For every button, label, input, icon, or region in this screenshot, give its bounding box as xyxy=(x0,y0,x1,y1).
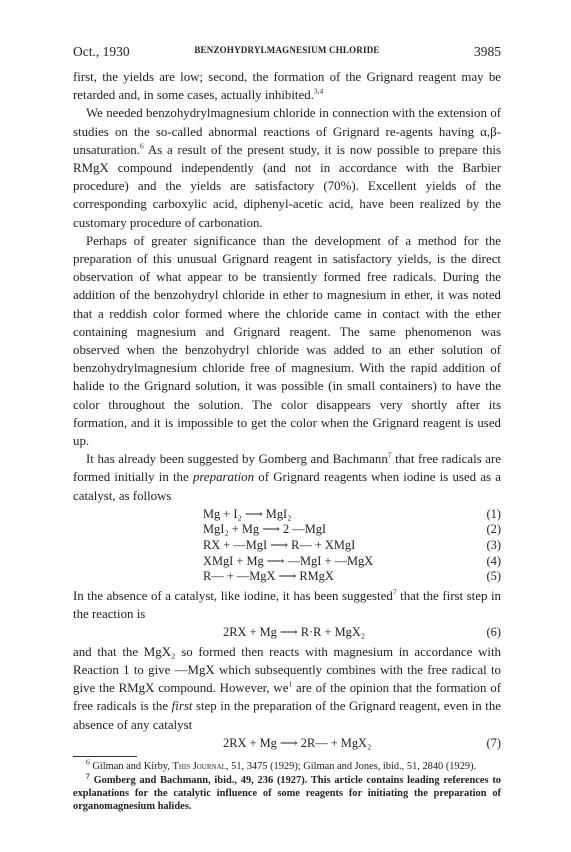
footnote-6: $^6$ Gilman and Kirby, This Journal, 51, 3475 (1929); Gilman and Jones, ibid., 51, 2840 (1929). xyxy=(86,757,477,773)
paragraph-5 xyxy=(73,587,501,623)
footnote-7: $^7$ Gomberg and Bachmann, ibid., 49, 236 (1927). This article contains leading references to explanations for the catalytic influence of some reagents for initiating the preparation of organomagnesium halides. xyxy=(73,771,501,813)
equation-6-block xyxy=(73,625,501,641)
paragraph-6-text-a: and that the MgX₂ so formed then reacts with magnesium in accordance with Reaction 1 to give —MgX which subsequently combines with the free radical to give the RMgX compound. However, we xyxy=(73,644,501,696)
ref-1: 1 xyxy=(288,679,293,689)
paragraph-2-text-b: As a result of the present study, it is now possible to prepare this RMgX compound independently (and not in accordance with the Barbier procedure) and the yields are satisfactory (70%). Excellent yields of the corresponding carboxylic acid, diphenyl-acetic acid, have been realized by the customary procedure of carbonation. xyxy=(73,142,501,230)
footnote-divider xyxy=(73,756,137,757)
article-body xyxy=(73,68,501,751)
ref-7: 7 xyxy=(387,450,392,460)
paragraph-1 xyxy=(73,68,501,104)
equation-4: XMgI + Mg ⟶ —MgI + —MgX (4) xyxy=(203,553,501,568)
paragraph-2 xyxy=(73,104,501,231)
running-header xyxy=(73,44,501,64)
paragraph-6-text-b: are of the opinion that the formation of free radicals is the xyxy=(73,681,501,714)
ref-6: 6 xyxy=(139,141,144,151)
footnote-7-mark: 7 xyxy=(86,771,90,781)
journal-page xyxy=(73,44,501,813)
paragraph-4-text-c: of Grignard reagents when iodine is used as a catalyst, as follows xyxy=(73,470,501,503)
paragraph-4-text-b: that free radicals are formed initially in the xyxy=(73,452,501,485)
equation-block-1-5 xyxy=(73,507,501,585)
paragraph-5-text-a: In the absence of a catalyst, like iodine, it has been suggested xyxy=(73,588,393,603)
ref-7b: 7 xyxy=(392,587,397,597)
equation-2: MgI₂ + Mg ⟶ 2 —MgI (2) xyxy=(203,522,501,537)
equation-1: Mg + I₂ ⟶ MgI₂ (1) xyxy=(203,506,501,521)
paragraph-5-text-b: that the first step in the reaction is xyxy=(73,588,502,622)
paragraph-4-text-a: It has already been suggested by Gomberg and Bachmann xyxy=(86,452,388,467)
equation-7-block xyxy=(73,736,501,752)
journal-name: This Journal xyxy=(172,761,226,773)
ref-3-4: 3,4 xyxy=(313,86,324,96)
emphasis-preparation: preparation xyxy=(192,470,255,485)
paragraph-6 xyxy=(73,643,501,734)
header-running-title: BENZOHYDRYLMAGNESIUM CHLORIDE xyxy=(194,45,380,55)
equation-5: R— + —MgX ⟶ RMgX (5) xyxy=(203,569,501,584)
header-date: Oct., 1930 xyxy=(73,44,130,59)
paragraph-3: Perhaps of greater significance than the development of a method for the preparation of this unusual Grignard reagent in satisfactory yields, is the direct observation of what appear to be transiently formed free radicals. During the addition of the benzohydryl chloride in ether to magnesium in ether, it was noted that a reddish color formed where the chloride came in contact with the ether containing magnesium and Grignard reagent. The same phenomenon was observed when the benzohydryl chloride was added to an ether solution of benzohydrylmagnesium chloride free of magnesium. With the rapid addition of halide to the Grignard solution, it was possible (in small containers) to have the color throughout the solution. The color disappears very shortly after its formation, and it is impossible to get the color when the Grignard reagent is used up. xyxy=(73,233,501,449)
paragraph-6-text-c: step in the preparation of the Grignard reagent, even in the absence of any catalyst xyxy=(73,699,501,732)
header-page-number: 3985 xyxy=(474,44,501,59)
equation-6: 2RX + Mg ⟶ R·R + MgX₂ (6) xyxy=(223,625,501,640)
paragraph-1-text: first, the yields are low; second, the formation of the Grignard reagent may be retarded and, in some cases, actually inhibited. xyxy=(73,70,501,103)
footnote-6-mark: 6 xyxy=(86,757,90,767)
paragraph-2-text-a: We needed benzohydrylmagnesium chloride in connection with the extension of studies on the so-called abnormal reactions of Grignard re-agents having α,β-unsaturation. xyxy=(73,106,501,157)
paragraph-4 xyxy=(73,450,501,505)
emphasis-first: first xyxy=(171,699,193,714)
equation-7: 2RX + Mg ⟶ 2R— + MgX₂ (7) xyxy=(223,735,501,750)
equation-3: RX + —MgI ⟶ R— + XMgI (3) xyxy=(203,538,501,553)
